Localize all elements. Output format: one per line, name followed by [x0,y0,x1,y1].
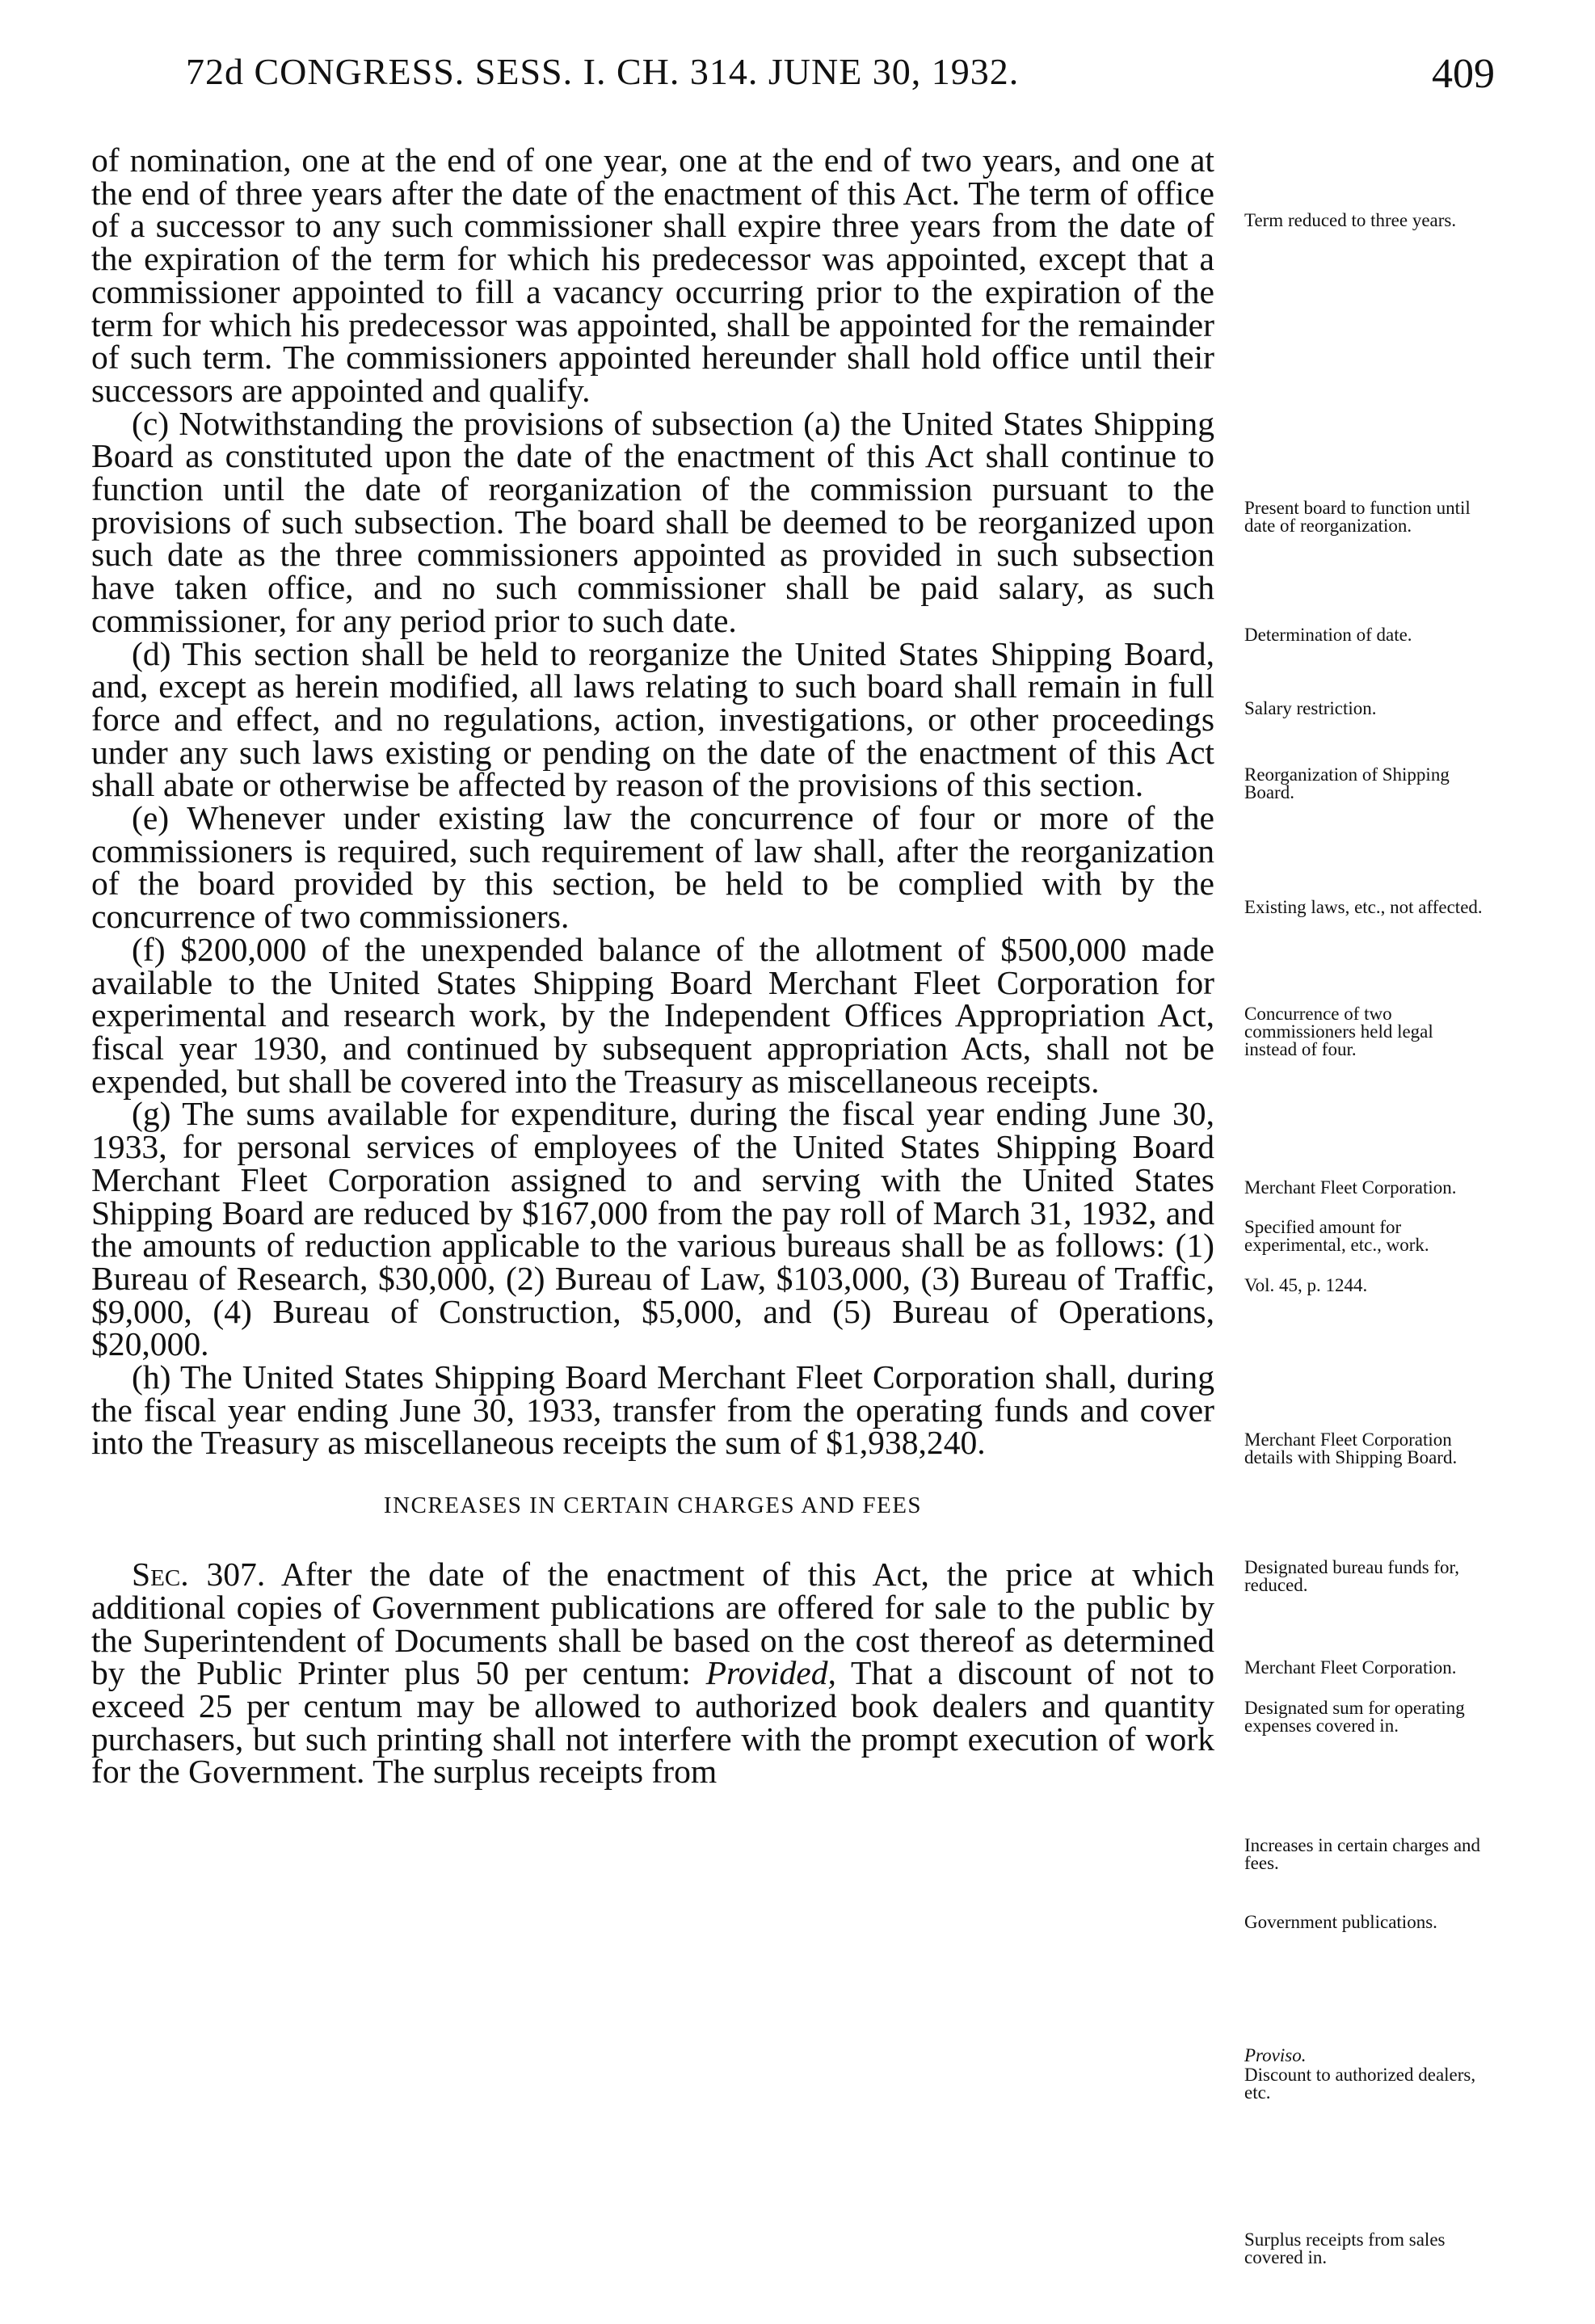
section-text-2: That a discount of not to exceed 25 per centum may be allowed to authorized book dealers and quantity purchasers, but such printing shall not interfere with the prompt execution of work for the Government. The surplus receipts from [91,1654,1214,1791]
margin-note-concurrence: Concurrence of two commissioners held legal instead of four. [1244,1004,1433,1059]
paragraph-h: (h) The United States Shipping Board Merchant Fleet Corporation shall, during the fiscal year ending June 30, 1933, transfer from the operating funds and cover into the Treasury as miscellaneous receipts the sum of $1,938,240. [91,1358,1214,1462]
paragraph-f: (f) $200,000 of the unexpended balance of the allotment of $500,000 made available to the United States Shipping Board Merchant Fleet Corporation for experimental and research work, by the Independent Offices Appropriation Act, fiscal year 1930, and continued by subsequent appropriation Acts, shall not be expended, but shall be covered into the Treasury as miscellaneous receipts. [91,930,1214,1100]
margin-note-present-board: Present board to function until date of reorganization. [1244,498,1471,536]
margin-note-proviso: Proviso. [1244,2045,1307,2065]
paragraph-d: (d) This section shall be held to reorganize the United States Shipping Board, and, except as herein modified, all laws relating to such board shall remain in full force and effect, and no regulations, action, investigations, or other proceedings under any such laws existing or pending on the date of the enactment of this Act shall abate or otherwise be affected by reason of the provisions of this section. [91,634,1214,804]
margin-note-designated-sum: Designated sum for operating expenses covered in. [1244,1698,1465,1736]
paragraph-g: (g) The sums available for expenditure, during the fiscal year ending June 30, 1933, for personal services of employees of the United States Shipping Board Merchant Fleet Corporation assigned to and serving with the United States Shipping Board are reduced by $167,000 from the pay roll of March 31, 1932, and the amounts of reduction applicable to the various bureaus shall be as follows: (1) Bureau of Research, $30,000, (2) Bureau of Law, $103,000, (3) Bureau of Traffic, $9,000, (4) Bureau of Construction, $5,000, and (5) Bureau of Operations, $20,000. [91,1095,1214,1363]
paragraph-e: (e) Whenever under existing law the concurrence of four or more of the commissioners is required, such requirement of law shall, after the reorganization of the board provided by this section, be held to be complied with by the concurrence of two commissioners. [91,799,1214,936]
margin-note-increases: Increases in certain charges and fees. [1244,1835,1481,1873]
paragraph-c: (c) Notwithstanding the provisions of subsection (a) the United States Shipping Board as constituted upon the date of the enactment of this Act shall continue to function until the date of reorganization of the commission pursuant to the provisions of such subsection. The board shall be deemed to be reorganized upon such date as the three commissioners appointed as provided in such subsection have taken office, and no such commissioner shall be paid salary, as such commissioner, for any period prior to such date. [91,404,1214,639]
body-text [91,141,1214,1791]
margin-note-vol45: Vol. 45, p. 1244. [1244,1275,1368,1295]
page-header [186,50,1495,115]
proviso-word: Provided, [705,1654,836,1692]
margin-note-government-publications: Government publications. [1244,1912,1437,1932]
margin-note-reorganization: Reorganization of Shipping Board. [1244,764,1450,802]
section-label: Sec. 307. [132,1556,266,1594]
margin-note-merchant-fleet-details: Merchant Fleet Corporation details with Shipping Board. [1244,1429,1458,1467]
page-number: 409 [1432,51,1495,97]
margin-note-term-reduced: Term reduced to three years. [1244,210,1457,230]
margin-note-merchant-fleet-1: Merchant Fleet Corporation. [1244,1177,1457,1198]
running-head: 72d CONGRESS. SESS. I. CH. 314. JUNE 30, 1932. [186,51,1020,92]
margin-note-discount: Discount to authorized dealers, etc. [1244,2065,1476,2103]
section-heading: INCREASES IN CERTAIN CHARGES AND FEES [383,1492,923,1519]
margin-note-determination: Determination of date. [1244,625,1412,645]
margin-note-specified-amount: Specified amount for experimental, etc., work. [1244,1217,1429,1255]
margin-note-existing-laws: Existing laws, etc., not affected. [1244,897,1483,917]
margin-note-merchant-fleet-2: Merchant Fleet Corporation. [1244,1657,1457,1678]
section-text-1: After the date of the enactment of this Act, the price at which additional copies of Government publications are offered for sale to the public by the Superintendent of Documents shall be based on the cost thereof as determined by the Public Printer plus 50 per centum: [91,1556,1214,1692]
margin-note-salary: Salary restriction. [1244,698,1377,718]
margin-note-surplus: Surplus receipts from sales covered in. [1244,2229,1446,2267]
paragraph-continuation: of nomination, one at the end of one year, one at the end of two years, and one at the end of three years after the date of the enactment of this Act. The term of office of a successor to any such commissioner shall expire three years from the date of the expiration of the term for which his predecessor was appointed, except that a commissioner appointed to fill a vacancy occurring prior to the expiration of the term for which his predecessor was appointed, shall be appointed for the remainder of such term. The commissioners appointed hereunder shall hold office until their successors are appointed and qualify. [91,141,1214,409]
margin-note-bureau-funds: Designated bureau funds for, reduced. [1244,1557,1460,1595]
section-307 [91,1556,1214,1791]
